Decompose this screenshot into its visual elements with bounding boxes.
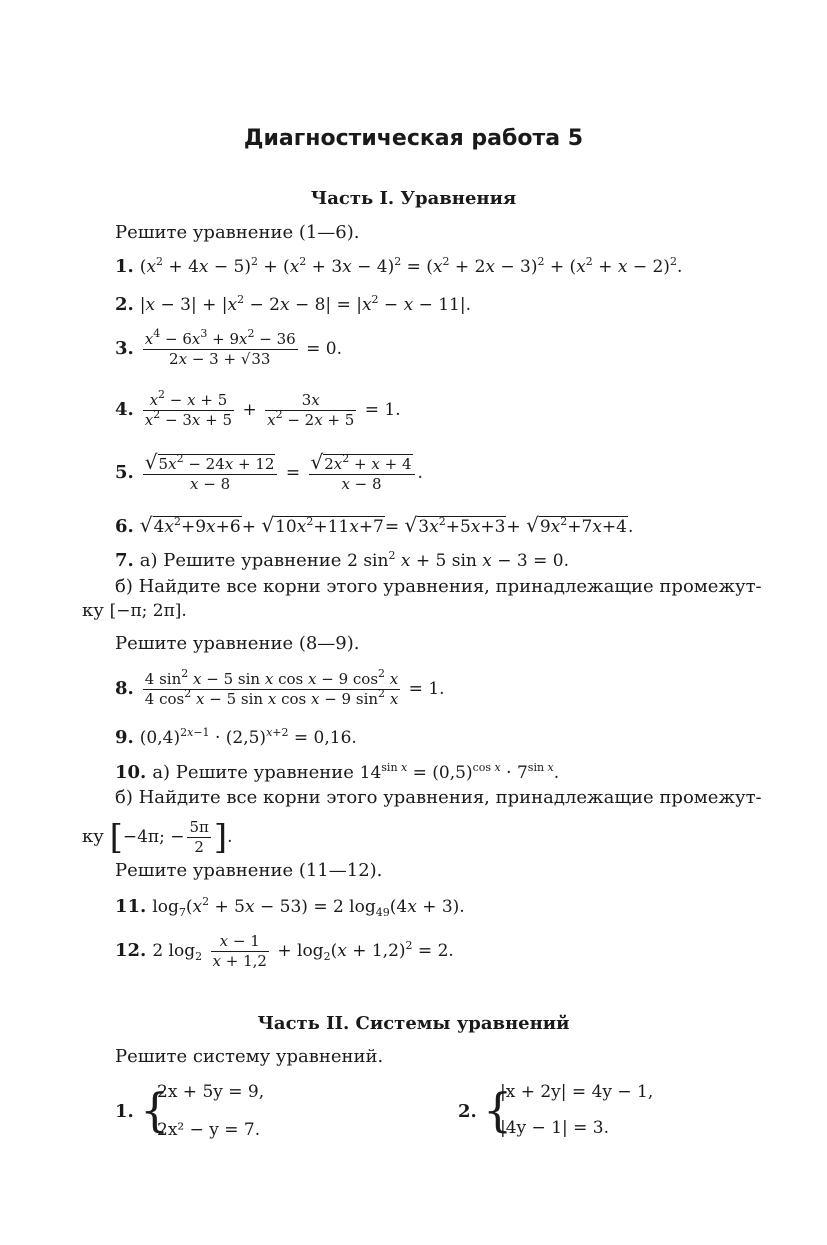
problem-1: 1. $(x^2 + 4x - 5)^2 + (x^2 + 3x - 4)^2 = (x^2 + 2x - 3)^2 + (x^2 + x - 2)^2$. bbox=[115, 255, 683, 277]
problem-number: 12. bbox=[115, 940, 147, 961]
problem-number: 4. bbox=[115, 399, 134, 420]
problem-number: 5. bbox=[115, 462, 134, 483]
problem-6: 6. $√4x^2+9x+6+ √10x^2+11x+7= √3x^2+5x+3+ √9x^2+7x+4$. bbox=[115, 513, 634, 537]
problem-7b: б) Найдите все корни этого уравнения, принадлежащие промежут- bbox=[115, 576, 762, 597]
problem-7a: 7. а) Решите уравнение 2 $\sin^2 x + 5$ sin x − 3 = 0. bbox=[115, 549, 569, 571]
instruction-systems: Решите систему уравнений. bbox=[115, 1046, 384, 1067]
problem-number: 10. bbox=[115, 762, 147, 783]
problem-number: 2. bbox=[115, 294, 134, 315]
part1-heading: Часть I. Уравнения bbox=[310, 188, 517, 209]
instruction-8-9: Решите уравнение (8—9). bbox=[115, 633, 360, 654]
problem-8: 8. $\frac{4 \sin^2 x - 5 \sin x \cos x - 9 \cos^2 x}{4 \cos^2 x - 5 \sin x \cos x - 9 \sin^2 x}$ = 1. bbox=[115, 667, 445, 708]
problem-10a-text: а) Решите уравнение bbox=[152, 762, 354, 783]
problem-11: 11. $\log_7(x^2 + 5x - 53) = 2$ $\log_{49}(4x + 3)$. bbox=[115, 895, 465, 919]
part2-heading: Часть II. Системы уравнений bbox=[257, 1013, 570, 1034]
problem-2: 2. $|x - 3| + |x^2 - 2x - 8| = |x^2 - x - 11|$. bbox=[115, 293, 472, 315]
page-title: Диагностическая работа 5 bbox=[243, 126, 584, 151]
left-brace-icon: { bbox=[483, 1083, 513, 1137]
problem-number: 9. bbox=[115, 727, 134, 748]
problem-5: 5. $\frac{√5x^2 - 24x + 12}{x - 8}$ = $\frac{√2x^2 + x + 4}{x - 8}$ . bbox=[115, 450, 423, 493]
problem-10c: ку [−4π; − $\frac{5\pi}{2}$ ]. bbox=[82, 817, 233, 858]
system-1-eq1: 2x + 5y = 9, bbox=[157, 1082, 265, 1102]
system-1-number: 1. bbox=[115, 1101, 134, 1122]
problem-number: 7. bbox=[115, 550, 134, 571]
problem-10b: б) Найдите все корни этого уравнения, принадлежащие промежут- bbox=[115, 787, 762, 808]
problem-number: 11. bbox=[115, 896, 147, 917]
problem-4: 4. $\frac{x^2 - x + 5}{x^2 - 3x + 5}$ + $\frac{3x}{x^2 - 2x + 5}$ = 1. bbox=[115, 388, 401, 429]
problem-number: 3. bbox=[115, 338, 134, 359]
system-2-number: 2. bbox=[458, 1101, 477, 1122]
left-brace-icon: { bbox=[140, 1083, 170, 1137]
system-2-eq1: |x + 2y| = 4y − 1, bbox=[500, 1082, 654, 1102]
problem-number: 1. bbox=[115, 256, 134, 277]
problem-7c: ку [−π; 2π]. bbox=[82, 600, 187, 621]
problem-7a-text: а) Решите уравнение bbox=[139, 550, 342, 571]
instruction-11-12: Решите уравнение (11—12). bbox=[115, 860, 383, 881]
problem-7c-text: ку bbox=[82, 600, 104, 621]
problem-12: 12. 2 $\log_2$ $\frac{x - 1}{x + 1,2}$ + $\log_2(x + 1,2)^2 = 2$. bbox=[115, 932, 454, 970]
problem-number: 6. bbox=[115, 516, 134, 537]
problem-10c-text: ку bbox=[82, 826, 104, 847]
problem-number: 8. bbox=[115, 678, 134, 699]
problem-3: 3. $\frac{x^4 - 6x^3 + 9x^2 - 36}{2x - 3 + √33}$ = 0. bbox=[115, 327, 342, 368]
problem-10a: 10. а) Решите уравнение $14^{sin x} = (0,5)^{cos x} \cdot 7^{sin x}$. bbox=[115, 761, 560, 783]
instruction-1-6: Решите уравнение (1—6). bbox=[115, 222, 360, 243]
system-2-eq2: |4y − 1| = 3. bbox=[500, 1118, 610, 1138]
system-1-eq2: 2x² − y = 7. bbox=[157, 1120, 261, 1140]
problem-9: 9. $(0,4)^{2x-1} \cdot (2,5)^{x+2} = 0,16$. bbox=[115, 726, 357, 748]
